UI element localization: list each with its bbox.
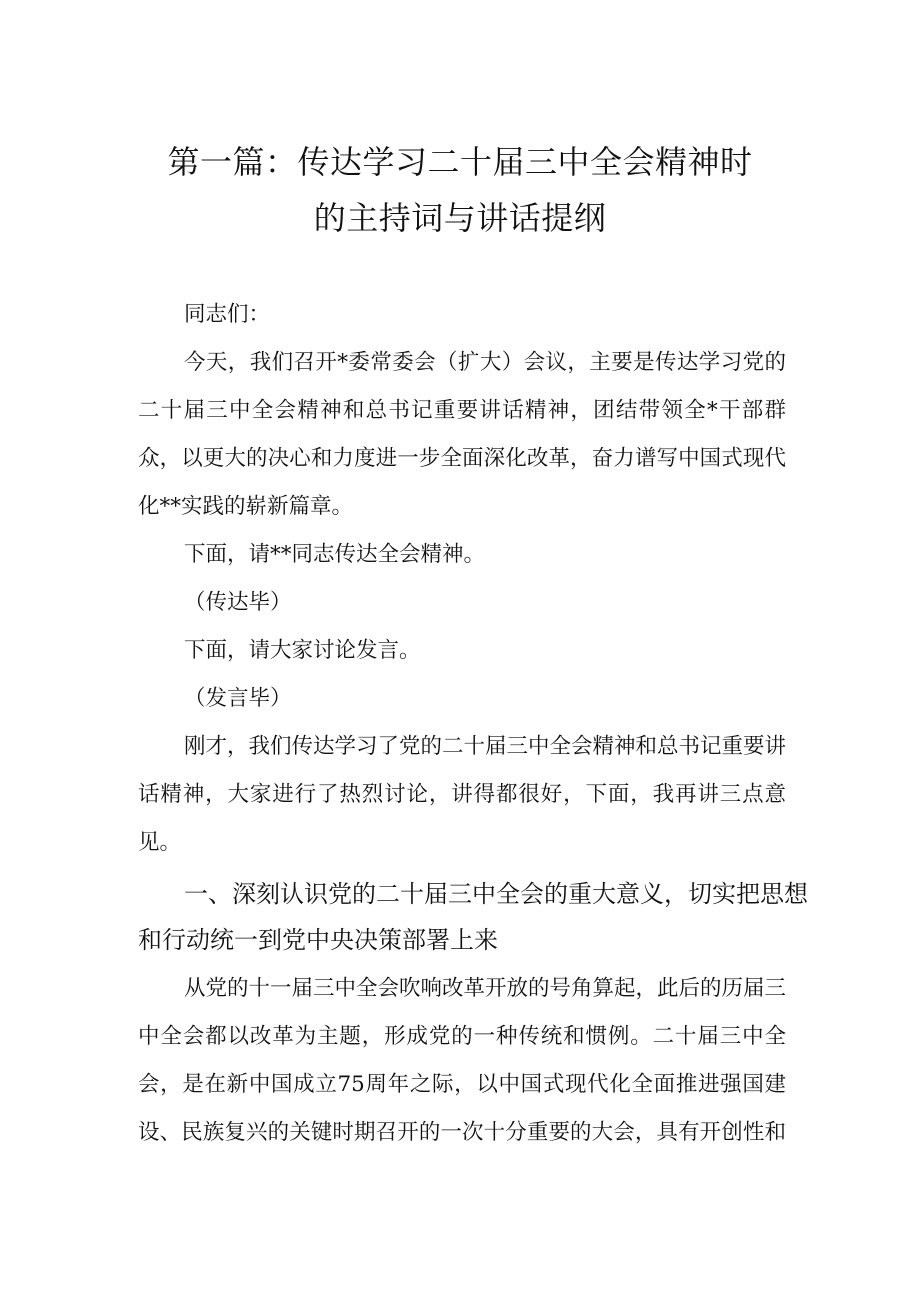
paragraph-5-line-2: 中全会都以改革为主题，形成党的一种传统和惯例。二十届三中全 xyxy=(138,1024,786,1049)
paragraph-4-line-2: 话精神，大家进行了热烈讨论，讲得都很好，下面，我再讲三点意 xyxy=(138,782,786,807)
note-speech-done: （发言毕） xyxy=(184,686,292,711)
document-title-line-2: 的主持词与讲话提纲 xyxy=(313,199,607,237)
paragraph-5-line-4: 设、民族复兴的关键时期召开的一次十分重要的大会，具有开创性和 xyxy=(138,1120,786,1145)
paragraph-1-line-1: 今天，我们召开*委常委会（扩大）会议，主要是传达学习党的 xyxy=(184,350,786,375)
paragraph-4-line-3: 见。 xyxy=(138,830,182,855)
section-heading-line-1: 一、深刻认识党的二十届三中全会的重大意义，切实把思想 xyxy=(184,880,808,908)
paragraph-4-line-1: 刚才，我们传达学习了党的二十届三中全会精神和总书记重要讲 xyxy=(184,734,787,759)
paragraph-1-line-4: 化**实践的崭新篇章。 xyxy=(138,494,354,519)
document-title-line-1: 第一篇：传达学习二十届三中全会精神时 xyxy=(167,143,753,181)
paragraph-5-line-1: 从党的十一届三中全会吹响改革开放的号角算起，此后的历届三 xyxy=(184,976,787,1001)
salutation: 同志们： xyxy=(184,302,271,327)
note-transmission-done: （传达毕） xyxy=(184,590,292,615)
section-heading-line-2: 和行动统一到党中央决策部署上来 xyxy=(138,926,498,954)
paragraph-2: 下面，请**同志传达全会精神。 xyxy=(184,542,486,567)
paragraph-1-line-2: 二十届三中全会精神和总书记重要讲话精神，团结带领全*干部群 xyxy=(138,398,786,423)
paragraph-1-line-3: 众，以更大的决心和力度进一步全面深化改革，奋力谱写中国式现代 xyxy=(138,446,786,471)
paragraph-3: 下面，请大家讨论发言。 xyxy=(184,638,421,663)
paragraph-5-line-3: 会，是在新中国成立75周年之际，以中国式现代化全面推进强国建 xyxy=(138,1072,786,1097)
